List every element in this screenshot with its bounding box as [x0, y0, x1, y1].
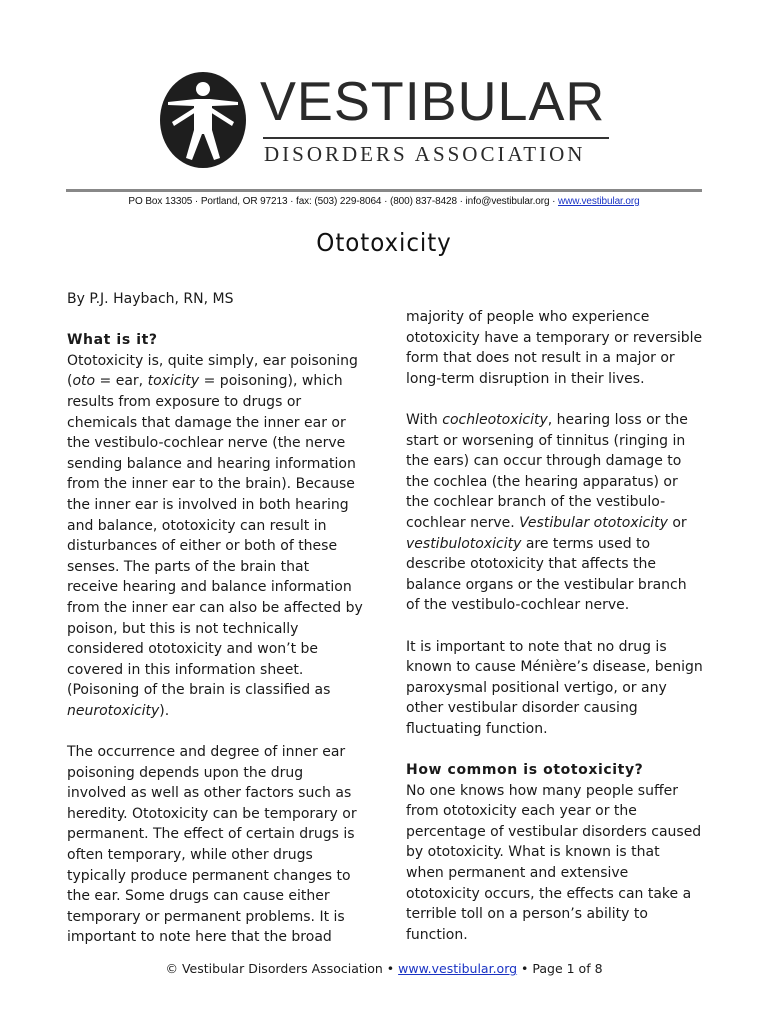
paragraph-line: chemicals that damage the inner ear or: [67, 414, 346, 431]
section-heading-what-is-it: What is it?: [67, 332, 158, 349]
italic-term: vestibulotoxicity: [406, 535, 522, 552]
paragraph-line: cochlear nerve. Vestibular ototoxicity or: [406, 514, 687, 531]
footer: [0, 961, 768, 976]
footer-website-link[interactable]: www.vestibular.org: [398, 961, 518, 976]
italic-term: toxicity: [147, 373, 200, 390]
paragraph-line: fluctuating function.: [406, 720, 548, 737]
paragraph-line: Ototoxicity is, quite simply, ear poisoning: [67, 352, 358, 369]
paragraph-line: (Poisoning of the brain is classified as: [67, 682, 331, 699]
website-link[interactable]: www.vestibular.org: [558, 196, 640, 207]
paragraph-line: senses. The parts of the brain that: [67, 558, 310, 575]
paragraph-line: poisoning depends upon the drug: [67, 764, 304, 781]
address-text: PO Box 13305 · Portland, OR 97213 · fax: (503) 229-8064 · (800) 837-8428 · info@vestibular.org ·: [128, 196, 558, 207]
logo-subtitle: DISORDERS ASSOCIATION: [264, 142, 586, 166]
paragraph-line: known to cause Ménière’s disease, benign: [406, 659, 703, 676]
paragraph-line: ototoxicity have a temporary or reversible: [406, 329, 703, 346]
paragraph-line: form that does not result in a major or: [406, 350, 675, 367]
paragraph-line: poison, but this is not technically: [67, 620, 299, 637]
right-column: [406, 307, 706, 945]
paragraph-line: permanent. The effect of certain drugs is: [67, 826, 355, 843]
logo-title: VESTIBULAR: [260, 70, 606, 132]
italic-term: cochleotoxicity: [442, 411, 548, 428]
paragraph-line: the inner ear is involved in both hearing: [67, 496, 349, 513]
logo-divider: [263, 137, 609, 139]
paragraph-line: typically produce permanent changes to: [67, 867, 351, 884]
paragraph-line: paroxysmal positional vertigo, or any: [406, 679, 667, 696]
paragraph-line: the vestibulo-cochlear nerve (the nerve: [67, 435, 346, 452]
paragraph-line: the cochlear branch of the vestibulo-: [406, 494, 666, 511]
footer-page-number: • Page 1 of 8: [517, 961, 603, 976]
paragraph-line: It is important to note that no drug is: [406, 638, 667, 655]
header-divider: [66, 189, 702, 192]
paragraph-line: temporary or permanent problems. It is: [67, 908, 345, 925]
left-column: [67, 289, 367, 948]
paragraph-line: vestibulotoxicity are terms used to: [406, 535, 651, 552]
paragraph-line: receive hearing and balance information: [67, 579, 352, 596]
paragraph-line: heredity. Ototoxicity can be temporary or: [67, 805, 357, 822]
paragraph-line: balance organs or the vestibular branch: [406, 576, 687, 593]
paragraph-line: function.: [406, 926, 468, 943]
footer-copyright: © Vestibular Disorders Association •: [165, 961, 399, 976]
byline: By P.J. Haybach, RN, MS: [67, 291, 234, 307]
paragraph-line: considered ototoxicity and won’t be: [67, 641, 319, 658]
section-heading-how-common: How common is ototoxicity?: [406, 762, 644, 779]
paragraph-line: from the inner ear can also be affected by: [67, 599, 363, 616]
paragraph-line: The occurrence and degree of inner ear: [67, 744, 346, 761]
paragraph-line: the ears) can occur through damage to: [406, 453, 682, 470]
paragraph-line: start or worsening of tinnitus (ringing in: [406, 432, 686, 449]
address-line: [66, 196, 702, 207]
paragraph-line: from ototoxicity each year or the: [406, 803, 637, 820]
logo: [160, 66, 620, 178]
paragraph-line: With cochleotoxicity, hearing loss or the: [406, 411, 688, 428]
paragraph-line: of the vestibulo-cochlear nerve.: [406, 597, 630, 614]
paragraph-line: describe ototoxicity that affects the: [406, 556, 656, 573]
paragraph-line: by ototoxicity. What is known is that: [406, 844, 660, 861]
paragraph-line: other vestibular disorder causing: [406, 700, 638, 717]
paragraph-line: (oto = ear, toxicity = poisoning), which: [67, 373, 343, 390]
paragraph-line: involved as well as other factors such as: [67, 785, 352, 802]
paragraph-line: neurotoxicity).: [67, 702, 170, 719]
paragraph-line: sending balance and hearing information: [67, 455, 356, 472]
page-title: Ototoxicity: [316, 228, 452, 257]
paragraph-line: majority of people who experience: [406, 309, 650, 325]
italic-term: Vestibular ototoxicity: [519, 514, 668, 531]
paragraph-line: from the inner ear to the brain). Because: [67, 476, 355, 493]
paragraph-line: percentage of vestibular disorders caused: [406, 823, 702, 840]
paragraph-line: the ear. Some drugs can cause either: [67, 888, 330, 905]
paragraph-line: results from exposure to drugs or: [67, 393, 302, 410]
vitruvian-figure-icon: [160, 72, 246, 168]
paragraph-line: when permanent and extensive: [406, 865, 629, 882]
italic-term: neurotoxicity: [67, 702, 160, 719]
paragraph-line: No one knows how many people suffer: [406, 782, 678, 799]
paragraph-line: disturbances of either or both of these: [67, 538, 338, 555]
paragraph-line: often temporary, while other drugs: [67, 847, 313, 864]
paragraph-line: terrible toll on a person’s ability to: [406, 906, 648, 923]
paragraph-line: long-term disruption in their lives.: [406, 370, 645, 387]
paragraph-line: the cochlea (the hearing apparatus) or: [406, 473, 678, 490]
italic-term: oto: [72, 373, 96, 390]
paragraph-line: ototoxicity occurs, the effects can take a: [406, 885, 692, 902]
paragraph-line: important to note here that the broad: [67, 929, 332, 946]
paragraph-line: and balance, ototoxicity can result in: [67, 517, 327, 534]
paragraph-line: covered in this information sheet.: [67, 661, 304, 678]
